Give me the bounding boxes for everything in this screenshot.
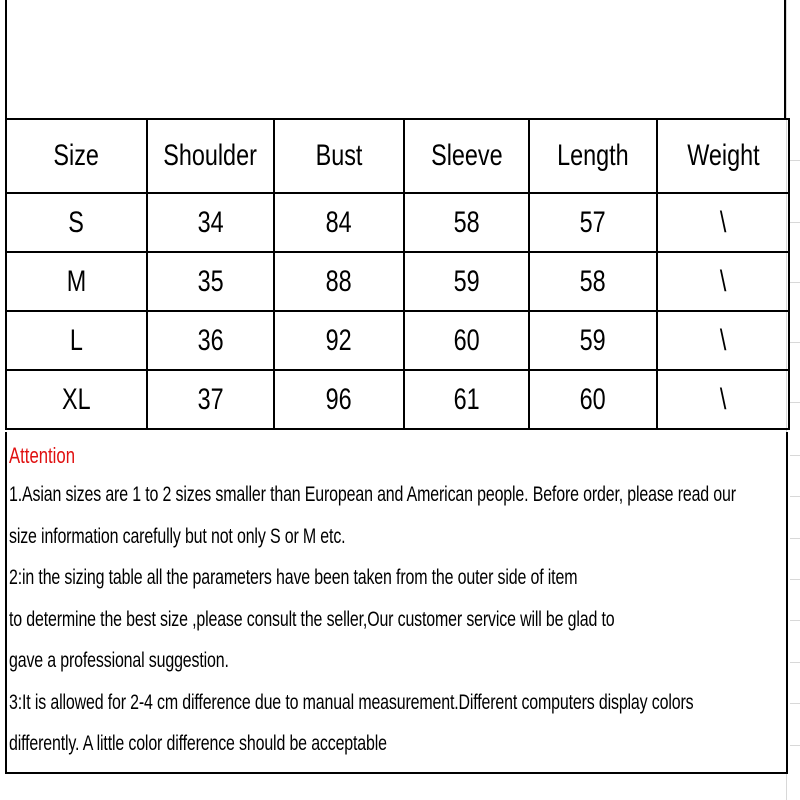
cell-shoulder: 34 <box>147 193 274 252</box>
table-row <box>6 252 789 311</box>
cell-size: S <box>6 193 147 252</box>
cell-length: 60 <box>529 370 657 429</box>
gridline <box>790 579 800 580</box>
table-row <box>6 370 789 429</box>
cell-weight: \ <box>657 193 789 252</box>
gridline <box>790 620 800 621</box>
cell-sleeve: 59 <box>404 252 529 311</box>
gridline <box>790 662 800 663</box>
header-shoulder: Shoulder <box>147 119 274 193</box>
cell-bust: 96 <box>274 370 404 429</box>
cell-weight: \ <box>657 252 789 311</box>
cell-length: 57 <box>529 193 657 252</box>
note-line: gave a professional suggestion. <box>9 649 229 672</box>
gridline <box>790 703 800 704</box>
attention-notes <box>5 432 788 774</box>
attention-heading: Attention <box>9 443 76 468</box>
blank-header-area <box>5 0 786 118</box>
cell-shoulder: 35 <box>147 252 274 311</box>
table-header-row <box>6 119 789 193</box>
note-line: size information carefully but not only S or M etc. <box>9 524 346 548</box>
cell-bust: 92 <box>274 311 404 370</box>
gridline <box>790 282 800 283</box>
cell-length: 58 <box>529 252 657 311</box>
header-size: Size <box>6 119 147 193</box>
table-row <box>6 193 789 252</box>
bottom-border <box>5 772 788 774</box>
cell-size: M <box>6 252 147 311</box>
cell-weight: \ <box>657 311 789 370</box>
cell-shoulder: 37 <box>147 370 274 429</box>
gridline <box>790 455 800 456</box>
cell-length: 59 <box>529 311 657 370</box>
note-line: 2:in the sizing table all the parameters have been taken from the outer side of item <box>9 566 578 589</box>
gridline <box>790 538 800 539</box>
note-line: differently. A little color difference should be acceptable <box>9 732 387 755</box>
note-line: to determine the best size ,please consult the seller,Our customer service will be glad to <box>9 607 615 631</box>
cell-shoulder: 36 <box>147 311 274 370</box>
cell-sleeve: 58 <box>404 193 529 252</box>
gridline <box>790 402 800 403</box>
gridline <box>790 222 800 223</box>
note-line: 3:It is allowed for 2-4 cm difference due to manual measurement.Different computers display colors <box>9 690 694 714</box>
header-sleeve: Sleeve <box>404 119 529 193</box>
gridline <box>790 496 800 497</box>
gridline <box>790 342 800 343</box>
header-weight: Weight <box>657 119 789 193</box>
cell-size: XL <box>6 370 147 429</box>
cell-weight: \ <box>657 370 789 429</box>
note-line: 1.Asian sizes are 1 to 2 sizes smaller than European and American people. Before order, please read our <box>9 483 736 506</box>
table-row <box>6 311 789 370</box>
gridline <box>790 160 800 161</box>
cell-sleeve: 61 <box>404 370 529 429</box>
header-length: Length <box>529 119 657 193</box>
cell-size: L <box>6 311 147 370</box>
gridline <box>790 745 800 746</box>
cell-sleeve: 60 <box>404 311 529 370</box>
size-table <box>5 118 790 430</box>
header-bust: Bust <box>274 119 404 193</box>
cell-bust: 88 <box>274 252 404 311</box>
cell-bust: 84 <box>274 193 404 252</box>
